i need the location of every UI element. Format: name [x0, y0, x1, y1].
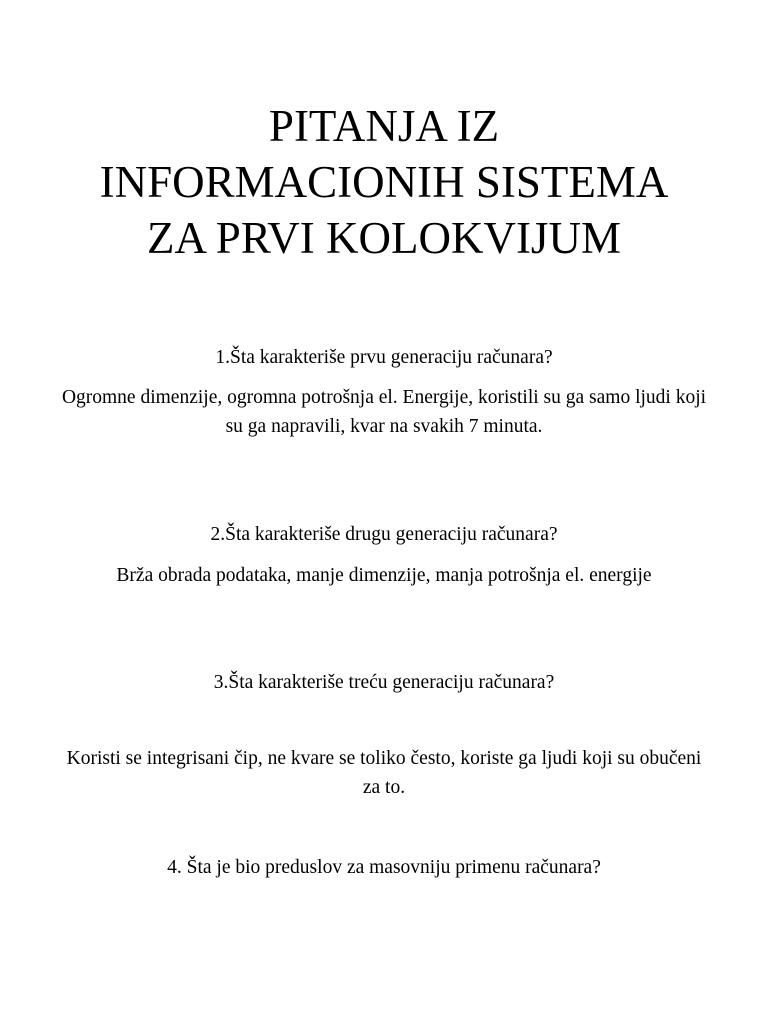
- question-3: 3.Šta karakteriše treću generaciju računara?: [213, 672, 555, 693]
- title-line-1: PITANJA IZ: [268, 101, 500, 151]
- page-title: [40, 98, 728, 266]
- answer-3: Koristi se integrisani čip, ne kvare se toliko često, koriste ga ljudi koji su obučeni za to.: [66, 748, 702, 798]
- question-2: 2.Šta karakteriše drugu generaciju računara?: [210, 524, 558, 545]
- question-4: 4. Šta je bio preduslov za masovniju primenu računara?: [167, 857, 601, 878]
- title-line-2: INFORMACIONIH SISTEMA: [99, 157, 669, 207]
- answer-1: Ogromne dimenzije, ogromna potrošnja el. Energije, koristili su ga samo ljudi koji su ga napravili, kvar na svakih 7 minuta.: [61, 387, 707, 437]
- answer-2: Brža obrada podataka, manje dimenzije, manja potrošnja el. energije: [116, 565, 652, 586]
- question-1: 1.Šta karakteriše prvu generaciju računara?: [215, 347, 553, 368]
- title-line-3: ZA PRVI KOLOKVIJUM: [147, 213, 621, 263]
